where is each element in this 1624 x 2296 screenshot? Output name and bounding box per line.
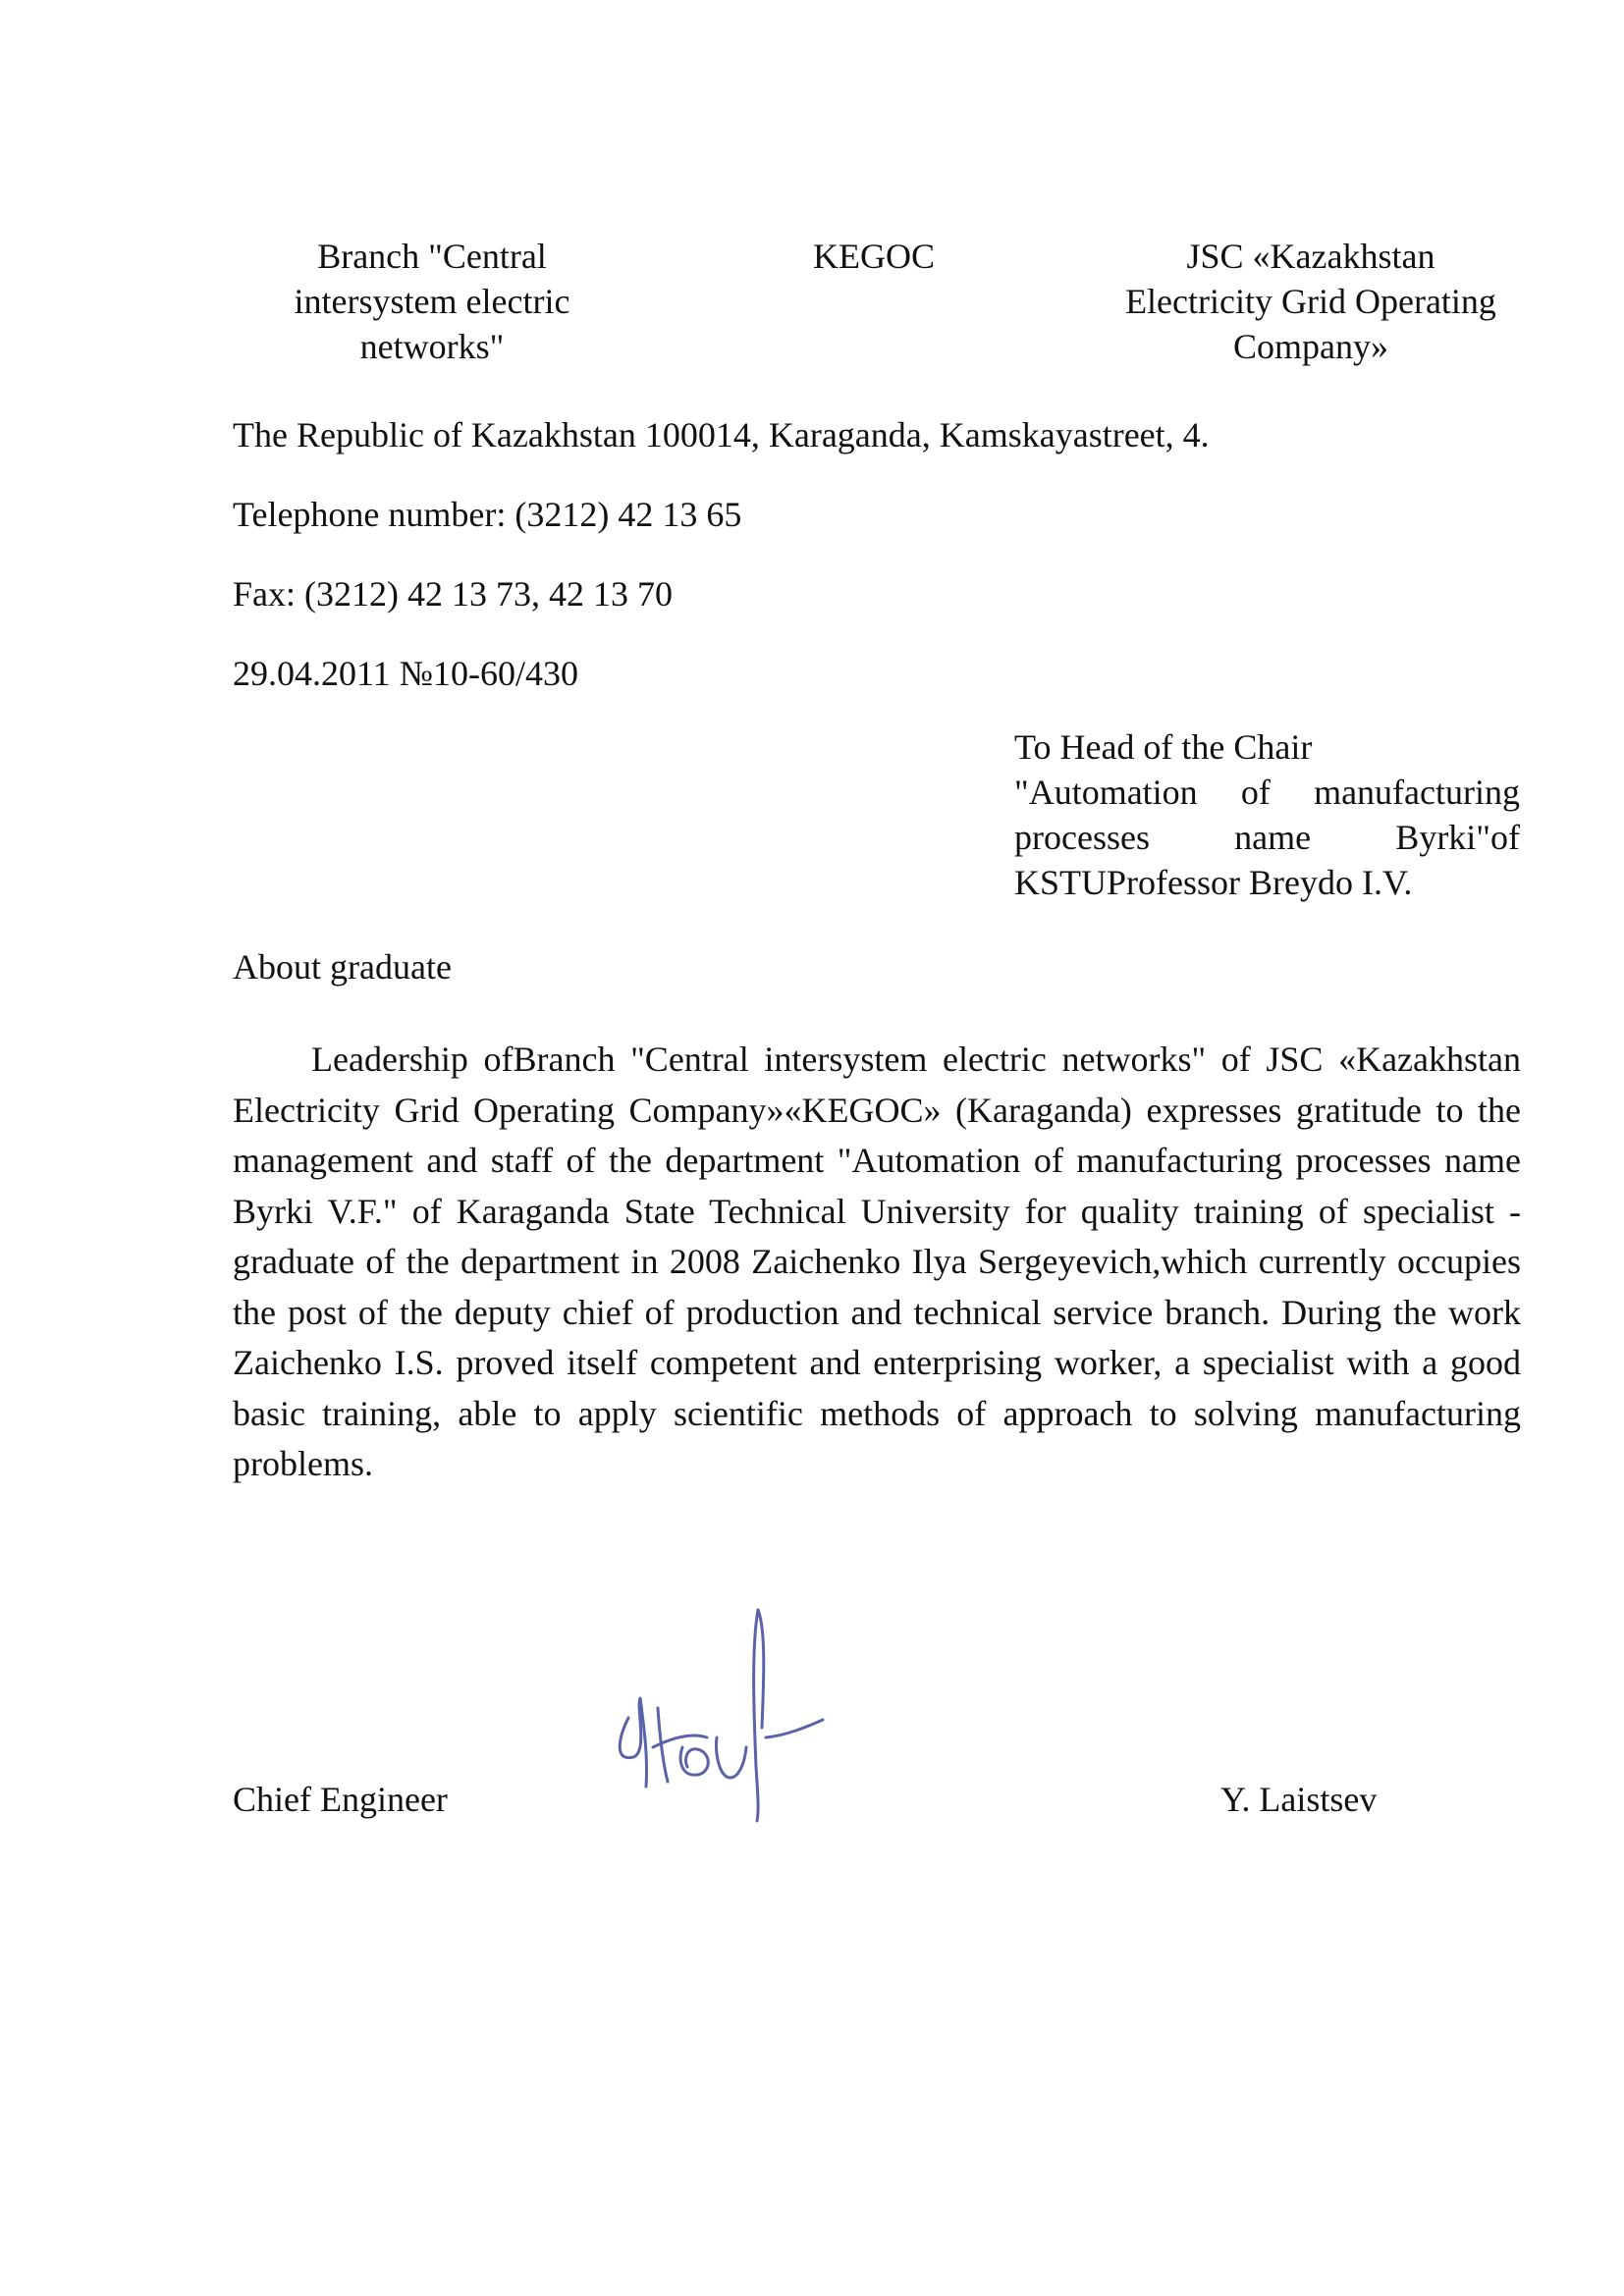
fax-line: Fax: (3212) 42 13 73, 42 13 70 <box>233 574 673 614</box>
letterhead-branch-name <box>265 234 599 369</box>
letterhead-company-line: Company» <box>1233 327 1388 366</box>
addressee-line: To Head of the Chair <box>1014 727 1313 767</box>
letterhead-company-logo-text <box>776 234 972 279</box>
letterhead-kegoc: KEGOC <box>813 237 935 276</box>
letterhead-branch-line: intersystem electric <box>294 282 570 321</box>
telephone-line: Telephone number: (3212) 42 13 65 <box>233 495 742 534</box>
letterhead-company-line: Electricity Grid Operating <box>1125 282 1496 321</box>
addressee-line: "Automation of manufacturing <box>1014 773 1520 812</box>
reference-number: 29.04.2011 №10-60/430 <box>233 654 579 693</box>
subject-line: About graduate <box>233 947 452 987</box>
addressee-block <box>1014 724 1520 905</box>
signatory-title: Chief Engineer <box>233 1780 448 1819</box>
letter-body: Leadership ofBranch "Central intersystem electric networks" of JSC «Kazakhstan Electricity Grid Operating Company»«KEGOC» (Karaganda) expresses gratitude to the management and staff of the department "Automation of manufacturing processes name Byrki V.F." of Karaganda State Technical University for quality training of specialist - graduate of the department in 2008 Zaichenko Ilya Sergeyevich,which currently occupies the post of the deputy chief of production and technical service branch. During the work Zaichenko I.S. proved itself competent and enterprising worker, a specialist with a good basic training, able to apply scientific methods of approach to solving manufacturing problems. <box>233 1040 1521 1483</box>
letterhead-branch-line: networks" <box>359 327 505 366</box>
address-line: The Republic of Kazakhstan 100014, Karaganda, Kamskayastreet, 4. <box>233 415 1210 454</box>
letterhead-company-name <box>1105 234 1517 369</box>
signatory-name: Y. Laistsev <box>1220 1780 1378 1819</box>
letterhead-branch-line: Branch "Central <box>317 237 547 276</box>
handwritten-signature <box>589 1590 844 1826</box>
addressee-line: processes name Byrki"of <box>1014 818 1520 857</box>
addressee-line: KSTUProfessor Breydo I.V. <box>1014 863 1413 902</box>
letterhead-company-line: JSC «Kazakhstan <box>1186 237 1435 276</box>
